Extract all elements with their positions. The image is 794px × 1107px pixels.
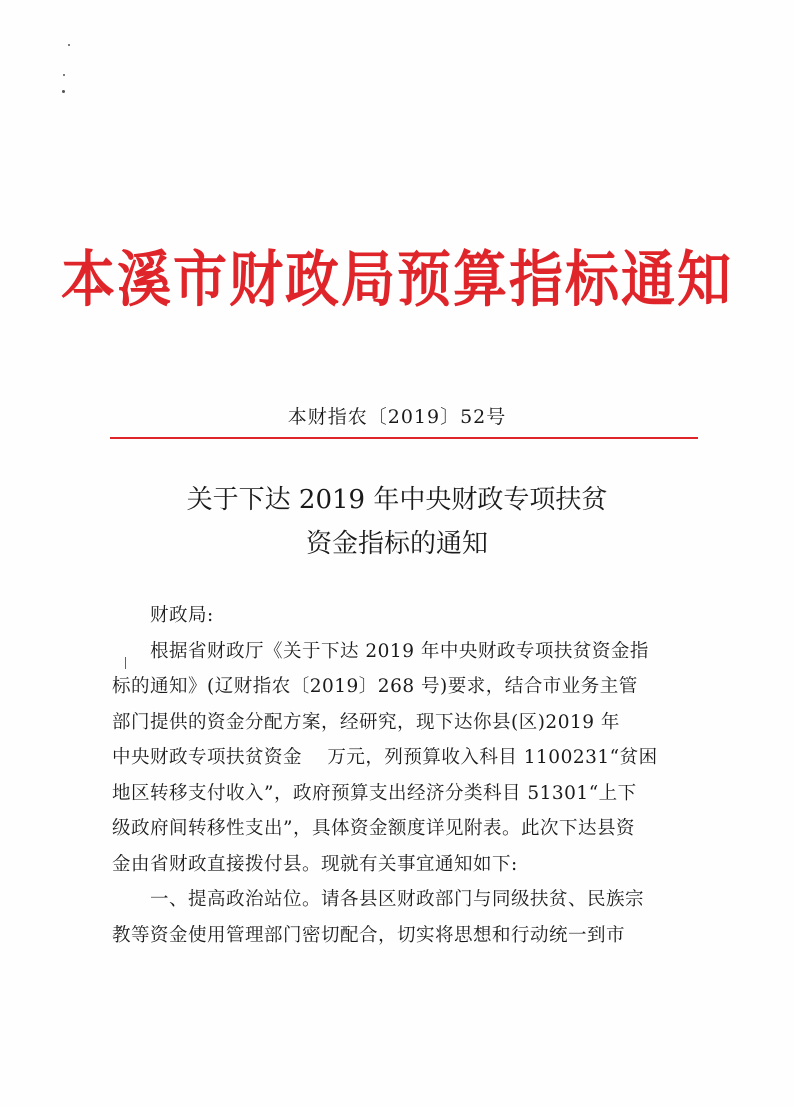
salutation: 财政局: — [150, 605, 214, 626]
body-line: 教等资金使用管理部门密切配合，切实将思想和行动统一到市 — [112, 924, 626, 946]
body-line: 中央财政专项扶贫资金 万元，列预算收入科目 1100231“贫困 — [112, 747, 658, 768]
scan-speck — [68, 44, 70, 46]
body-line: 部门提供的资金分配方案，经研究，现下达你县(区)2019 年 — [112, 711, 620, 733]
body-line: 级政府间转移性支出”，具体资金额度详见附表。此次下达县资 — [112, 818, 635, 839]
body-line: 一、提高政治站位。请各县区财政部门与同级扶贫、民族宗 — [150, 889, 645, 910]
notice-body — [112, 598, 702, 953]
notice-title-line: 资金指标的通知 — [305, 529, 488, 559]
header-divider — [110, 437, 698, 439]
body-line: 标的通知》(辽财指农〔2019〕268 号)要求，结合市业务主管 — [112, 676, 638, 697]
body-line: 地区转移支付收入”，政府预算支出经济分类科目 51301“上下 — [112, 782, 637, 804]
body-line: 金由省财政直接拨付县。现就有关事宜通知如下: — [112, 853, 518, 875]
scan-speck — [62, 90, 65, 93]
body-line: 根据省财政厅《关于下达 2019 年中央财政专项扶贫资金指 — [150, 640, 649, 662]
notice-title — [0, 478, 794, 566]
notice-title-line: 关于下达 2019 年中央财政专项扶贫 — [186, 485, 608, 515]
scan-speck — [63, 74, 65, 76]
document-header-title: 本溪市财政局预算指标通知 — [61, 244, 733, 315]
document-number: 本财指农〔2019〕52号 — [287, 406, 507, 428]
